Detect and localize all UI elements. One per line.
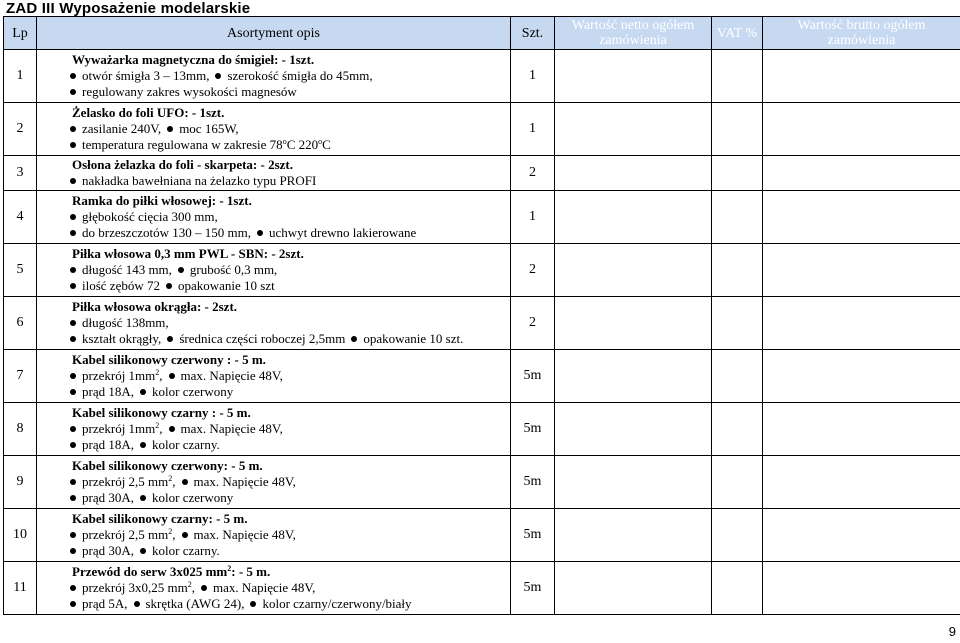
item-description (37, 244, 511, 297)
bullet-icon (169, 373, 175, 379)
spec-line (72, 68, 510, 84)
gross-value-cell[interactable] (763, 403, 960, 456)
spec-text: kolor czarny. (152, 437, 220, 452)
table-row (4, 156, 960, 191)
spec-line (72, 368, 510, 384)
spec-line (72, 490, 510, 506)
item-title: Przewód do serw 3x025 $mm^2$: - 5 m. (72, 564, 271, 579)
vat-cell[interactable] (712, 244, 763, 297)
row-number: 8 (4, 403, 37, 456)
item-quantity: 2 (511, 297, 555, 350)
spec-line (72, 84, 510, 100)
item-description (37, 562, 511, 615)
spec-text: opakowanie 10 szt. (363, 331, 464, 346)
header-lp: Lp (4, 17, 37, 50)
item-quantity: 5m (511, 403, 555, 456)
table-body (4, 50, 960, 615)
bullet-icon (70, 601, 76, 607)
spec-text: uchwyt drewno lakierowane (268, 225, 417, 240)
spec-line (72, 331, 510, 347)
item-title: Ramka do piłki włosowej: - 1szt. (72, 193, 252, 208)
bullet-icon (167, 126, 173, 132)
item-description (37, 297, 511, 350)
row-number: 9 (4, 456, 37, 509)
gross-value-cell[interactable] (763, 350, 960, 403)
spec-text: kolor czarny. (152, 543, 220, 558)
row-number: 10 (4, 509, 37, 562)
bullet-icon (140, 548, 146, 554)
spec-text: regulowany zakres wysokości magnesów (82, 84, 297, 99)
vat-cell[interactable] (712, 50, 763, 103)
page-number: 9 (948, 624, 956, 639)
bullet-icon (70, 320, 76, 326)
bullet-icon (70, 73, 76, 79)
vat-cell[interactable] (712, 509, 763, 562)
item-title: Osłona żelazka do foli - skarpeta: - 2szt. (72, 157, 293, 172)
header-vat: VAT % (712, 17, 763, 50)
bullet-icon (70, 426, 76, 432)
bullet-icon (182, 479, 188, 485)
bullet-icon (70, 230, 76, 236)
spec-text: max. Napięcie 48V, (180, 421, 283, 436)
bullet-icon (70, 548, 76, 554)
row-number: 5 (4, 244, 37, 297)
row-number: 4 (4, 191, 37, 244)
spec-text: długość 138mm, (82, 315, 169, 330)
gross-value-cell[interactable] (763, 562, 960, 615)
assortment-table (3, 16, 960, 615)
header-gross-value: Wartość brutto ogółem zamówienia (763, 17, 960, 50)
bullet-icon (215, 73, 221, 79)
bullet-icon (70, 389, 76, 395)
item-title: Kabel silikonowy czerwony: - 5 m. (72, 458, 263, 473)
spec-line (72, 580, 510, 596)
spec-text: średnica części roboczej 2,5mm (179, 331, 346, 346)
item-description (37, 456, 511, 509)
spec-line (72, 474, 510, 490)
item-title: Kabel silikonowy czarny : - 5 m. (72, 405, 251, 420)
item-title: Kabel silikonowy czarny: - 5 m. (72, 511, 248, 526)
vat-cell[interactable] (712, 562, 763, 615)
item-title: Wyważarka magnetyczna do śmigieł: - 1szt. (72, 52, 315, 67)
vat-cell[interactable] (712, 191, 763, 244)
section-title: ZAD III Wyposażenie modelarskie (6, 0, 251, 17)
item-title: Piłka włosowa okrągła: - 2szt. (72, 299, 238, 314)
gross-value-cell[interactable] (763, 456, 960, 509)
spec-text: otwór śmigła 3 – 13mm, (82, 68, 210, 83)
spec-text: temperatura regulowana w zakresie 78$^o$C 220$^o$C (82, 137, 331, 152)
row-number: 6 (4, 297, 37, 350)
bullet-icon (351, 336, 357, 342)
bullet-icon (182, 532, 188, 538)
net-value-cell[interactable] (555, 297, 712, 350)
row-number: 3 (4, 156, 37, 191)
spec-text: max. Napięcie 48V, (180, 368, 283, 383)
bullet-icon (140, 389, 146, 395)
spec-text: przekrój 2,5 $mm^2$, (82, 474, 176, 489)
item-quantity: 5m (511, 456, 555, 509)
item-description (37, 50, 511, 103)
spec-line (72, 173, 510, 189)
spec-line (72, 543, 510, 559)
spec-text: do brzeszczotów 130 – 150 mm, (82, 225, 251, 240)
spec-text: moc 165W, (179, 121, 239, 136)
bullet-icon (70, 479, 76, 485)
spec-text: przekrój 2,5 $mm^2$, (82, 527, 176, 542)
header-row (4, 17, 960, 50)
spec-text: kolor czerwony (152, 490, 234, 505)
spec-text: opakowanie 10 szt (177, 278, 275, 293)
vat-cell[interactable] (712, 403, 763, 456)
spec-text: prąd 30A, (82, 490, 134, 505)
spec-line (72, 315, 510, 331)
bullet-icon (178, 267, 184, 273)
net-value-cell[interactable] (555, 191, 712, 244)
spec-line (72, 209, 510, 225)
item-quantity: 1 (511, 103, 555, 156)
bullet-icon (134, 601, 140, 607)
bullet-icon (70, 336, 76, 342)
bullet-icon (250, 601, 256, 607)
bullet-icon (169, 426, 175, 432)
gross-value-cell[interactable] (763, 244, 960, 297)
vat-cell[interactable] (712, 350, 763, 403)
net-value-cell[interactable] (555, 156, 712, 191)
net-value-cell[interactable] (555, 509, 712, 562)
spec-text: przekrój 3x0,25 $mm^2$, (82, 580, 196, 595)
spec-line (72, 225, 510, 241)
bullet-icon (70, 126, 76, 132)
spec-text: szerokość śmigła do 45mm, (227, 68, 373, 83)
spec-text: nakładka bawełniana na żelazko typu PROFI (82, 173, 317, 188)
item-title: Żelasko do foli UFO: - 1szt. (72, 105, 225, 120)
header-net-value: Wartość netto ogółem zamówienia (555, 17, 712, 50)
net-value-cell[interactable] (555, 350, 712, 403)
table-row (4, 403, 960, 456)
item-quantity: 5m (511, 350, 555, 403)
item-description (37, 156, 511, 191)
bullet-icon (70, 142, 76, 148)
gross-value-cell[interactable] (763, 509, 960, 562)
bullet-icon (70, 585, 76, 591)
spec-line (72, 437, 510, 453)
spec-text: zasilanie 240V, (82, 121, 162, 136)
table-row (4, 191, 960, 244)
row-number: 11 (4, 562, 37, 615)
vat-cell[interactable] (712, 297, 763, 350)
table-row (4, 350, 960, 403)
bullet-icon (70, 532, 76, 538)
spec-line (72, 262, 510, 278)
spec-text: grubość 0,3 mm, (189, 262, 278, 277)
bullet-icon (70, 89, 76, 95)
item-quantity: 5m (511, 509, 555, 562)
spec-text: kolor czerwony (152, 384, 234, 399)
item-description (37, 191, 511, 244)
row-number: 1 (4, 50, 37, 103)
table-row (4, 456, 960, 509)
header-qty: Szt. (511, 17, 555, 50)
spec-line (72, 384, 510, 400)
vat-cell[interactable] (712, 456, 763, 509)
item-quantity: 1 (511, 50, 555, 103)
spec-line (72, 121, 510, 137)
spec-text: kształt okrągły, (82, 331, 162, 346)
bullet-icon (257, 230, 263, 236)
spec-text: kolor czarny/czerwony/biały (262, 596, 412, 611)
item-description (37, 350, 511, 403)
item-title: Piłka włosowa 0,3 mm PWL - SBN: - 2szt. (72, 246, 304, 261)
spec-text: prąd 5A, (82, 596, 128, 611)
net-value-cell[interactable] (555, 562, 712, 615)
table-row (4, 562, 960, 615)
spec-text: przekrój $1mm^2$, (82, 421, 163, 436)
spec-text: przekrój $1mm^2$, (82, 368, 163, 383)
spec-text: prąd 18A, (82, 437, 134, 452)
vat-cell[interactable] (712, 103, 763, 156)
spec-line (72, 137, 510, 153)
bullet-icon (70, 267, 76, 273)
spec-line (72, 278, 510, 294)
item-quantity: 5m (511, 562, 555, 615)
bullet-icon (201, 585, 207, 591)
spec-text: max. Napięcie 48V, (193, 527, 296, 542)
spec-text: max. Napięcie 48V, (213, 580, 316, 595)
table-row (4, 297, 960, 350)
bullet-icon (140, 442, 146, 448)
item-quantity: 2 (511, 156, 555, 191)
item-title: Kabel silikonowy czerwony : - 5 m. (72, 352, 266, 367)
net-value-cell[interactable] (555, 403, 712, 456)
item-description (37, 103, 511, 156)
table-row (4, 103, 960, 156)
item-quantity: 1 (511, 191, 555, 244)
gross-value-cell[interactable] (763, 156, 960, 191)
vat-cell[interactable] (712, 156, 763, 191)
spec-text: skrętka (AWG 24), (145, 596, 245, 611)
spec-text: długość 143 mm, (82, 262, 172, 277)
spec-line (72, 596, 510, 612)
gross-value-cell[interactable] (763, 297, 960, 350)
table-row (4, 50, 960, 103)
item-description (37, 509, 511, 562)
bullet-icon (70, 373, 76, 379)
net-value-cell[interactable] (555, 456, 712, 509)
net-value-cell[interactable] (555, 50, 712, 103)
bullet-icon (70, 283, 76, 289)
net-value-cell[interactable] (555, 103, 712, 156)
item-description (37, 403, 511, 456)
table-row (4, 509, 960, 562)
spec-line (72, 421, 510, 437)
net-value-cell[interactable] (555, 244, 712, 297)
spec-text: prąd 30A, (82, 543, 134, 558)
bullet-icon (70, 214, 76, 220)
row-number: 2 (4, 103, 37, 156)
bullet-icon (140, 495, 146, 501)
bullet-icon (167, 336, 173, 342)
gross-value-cell[interactable] (763, 103, 960, 156)
header-desc: Asortyment opis (37, 17, 511, 50)
spec-text: prąd 18A, (82, 384, 134, 399)
bullet-icon (70, 178, 76, 184)
item-quantity: 2 (511, 244, 555, 297)
gross-value-cell[interactable] (763, 50, 960, 103)
spec-text: max. Napięcie 48V, (193, 474, 296, 489)
row-number: 7 (4, 350, 37, 403)
spec-line (72, 527, 510, 543)
bullet-icon (70, 495, 76, 501)
bullet-icon (70, 442, 76, 448)
spec-text: ilość zębów 72 (82, 278, 160, 293)
table-row (4, 244, 960, 297)
spec-text: głębokość cięcia 300 mm, (82, 209, 218, 224)
bullet-icon (166, 283, 172, 289)
gross-value-cell[interactable] (763, 191, 960, 244)
